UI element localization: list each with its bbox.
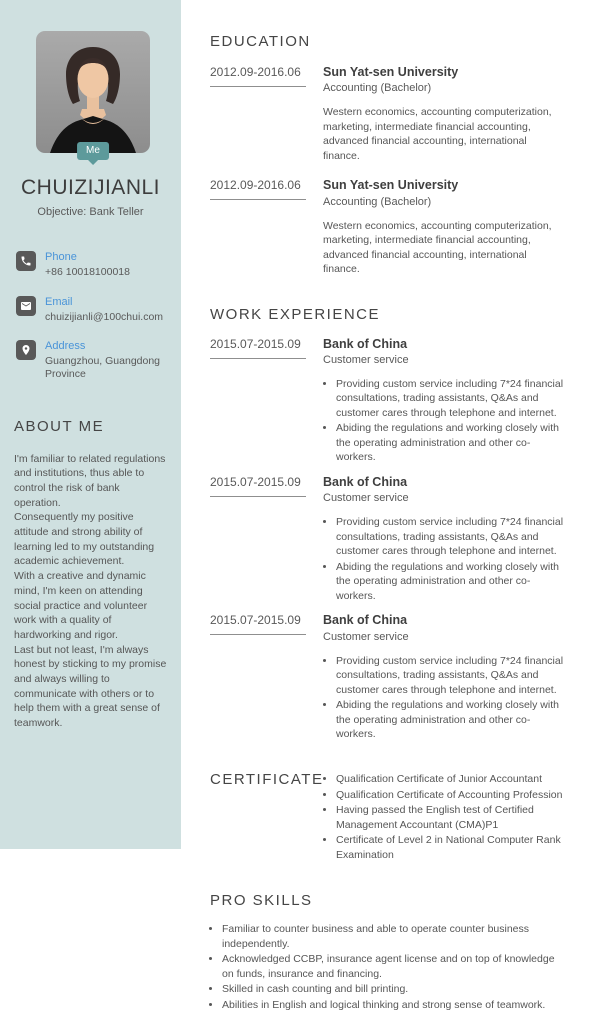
work-role: Customer service [323, 492, 409, 505]
email-value: chuizijianli@100chui.com [45, 310, 164, 323]
work-bullet-list [323, 515, 566, 603]
work-bullet: • Abiding the regulations and working closely with the operating administration and other co-workers. [336, 421, 566, 464]
certificate-heading: CERTIFICATE [210, 771, 324, 789]
education-date: 2012.09-2016.06 [210, 178, 306, 200]
education-school: Sun Yat-sen University [323, 178, 459, 193]
pro-skills-bullet: • Abilities in English and logical thinking and strong sense of teamwork. [222, 998, 567, 1012]
profile-photo [36, 31, 150, 156]
work-role: Customer service [323, 354, 409, 366]
work-experience-heading: WORK EXPERIENCE [210, 305, 381, 323]
work-date: 2015.07-2015.09 [210, 475, 306, 497]
address-value: Guangzhou, Guangdong Province [45, 355, 161, 381]
pro-skills-section [210, 892, 567, 1012]
education-degree: Accounting (Bachelor) [323, 195, 432, 208]
work-entry [210, 613, 567, 742]
profile-photo-image [36, 31, 150, 153]
about-paragraph: Last but not least, I'm always honest by sticking to my promise and always willing to communicate with others or to help them with a great sense of teamwork. [14, 643, 167, 730]
pro-skills-bullet: • Familiar to counter business and able to operate counter business independently. [222, 922, 567, 951]
email-label: Email [45, 295, 73, 308]
certificate-bullet: • Qualification Certificate of Junior Accountant [336, 772, 567, 786]
certificate-bullet: • Having passed the English test of Certified Management Accountant (CMA)P1 [336, 803, 567, 832]
education-date: 2012.09-2016.06 [210, 65, 306, 87]
work-company: Bank of China [323, 336, 408, 351]
pro-skills-heading: PRO SKILLS [210, 892, 313, 910]
me-badge: Me [77, 142, 109, 160]
education-school: Sun Yat-sen University [323, 65, 459, 79]
certificate-bullet: • Qualification Certificate of Accounting Profession [336, 788, 567, 802]
work-bullet: • Providing custom service including 7*24 financial consultations, trading assistants, Q&As and customer cares through telephone and internet. [336, 654, 566, 697]
work-experience-section [210, 306, 567, 743]
work-bullet: • Abiding the regulations and working closely with the operating administration and other co-workers. [336, 698, 566, 741]
certificate-section [210, 771, 567, 863]
education-entry [210, 178, 567, 276]
work-role: Customer service [323, 630, 409, 643]
work-bullet-list [323, 377, 566, 465]
pro-skills-bullet: • Acknowledged CCBP, insurance agent license and on top of knowledge on funds, insurance and financing. [222, 952, 567, 981]
sidebar [0, 0, 181, 849]
education-description: Western economics, accounting computerization, marketing, intermediate financial accounting, advanced financial accounting, international finance. [323, 106, 552, 162]
education-description: Western economics, accounting computerization, marketing, intermediate financial accounting, advanced financial accounting, international finance. [323, 219, 552, 276]
name: CHUIZIJIANLI [20, 176, 160, 199]
certificate-bullet: • Certificate of Level 2 in National Computer Rank Examination [336, 833, 567, 862]
contact-email [16, 296, 171, 324]
about-text [14, 452, 168, 731]
work-date: 2015.07-2015.09 [210, 337, 306, 359]
work-company: Bank of China [323, 613, 408, 628]
about-section [14, 418, 168, 731]
phone-label: Phone [45, 251, 77, 263]
work-entry [210, 337, 567, 466]
work-bullet: • Providing custom service including 7*24 financial consultations, trading assistants, Q&As and customer cares through telephone and internet. [336, 377, 566, 420]
contact-phone [16, 251, 171, 279]
certificate-bullet-list [323, 772, 567, 863]
pro-skills-bullet-list [210, 922, 567, 1012]
work-entry [210, 475, 567, 604]
education-entry [210, 65, 567, 163]
pro-skills-bullet: • Skilled in cash counting and bill printing. [222, 982, 567, 996]
work-bullet-list [323, 654, 566, 742]
about-paragraph: Consequently my positive attitude and strong ability of learning led to my outstanding academic achievement. [14, 511, 155, 568]
contact-list [16, 251, 171, 381]
education-heading: EDUCATION [210, 33, 311, 50]
phone-value: +86 10018100018 [45, 266, 130, 279]
work-company: Bank of China [323, 474, 408, 489]
work-bullet: • Providing custom service including 7*24 financial consultations, trading assistants, Q&As and customer cares through telephone and internet. [336, 515, 566, 558]
contact-address [16, 340, 171, 380]
address-label: Address [45, 340, 86, 353]
objective: Objective: Bank Teller [37, 206, 144, 218]
main-content [181, 0, 600, 1011]
education-degree: Accounting (Bachelor) [323, 82, 432, 95]
about-paragraph: With a creative and dynamic mind, I'm keen on attending social practice and volunteer work with a quality of hardworking and rigor. [14, 570, 148, 641]
address-icon [16, 340, 36, 360]
work-date: 2015.07-2015.09 [210, 613, 306, 635]
phone-icon [16, 251, 36, 271]
about-paragraph: I'm familiar to related regulations and institutions, thus able to control the risk of bank operation. [14, 452, 166, 509]
work-bullet: • Abiding the regulations and working closely with the operating administration and other co-workers. [336, 560, 566, 603]
education-section [210, 33, 567, 277]
email-icon [16, 296, 36, 316]
about-heading: ABOUT ME [14, 417, 105, 435]
